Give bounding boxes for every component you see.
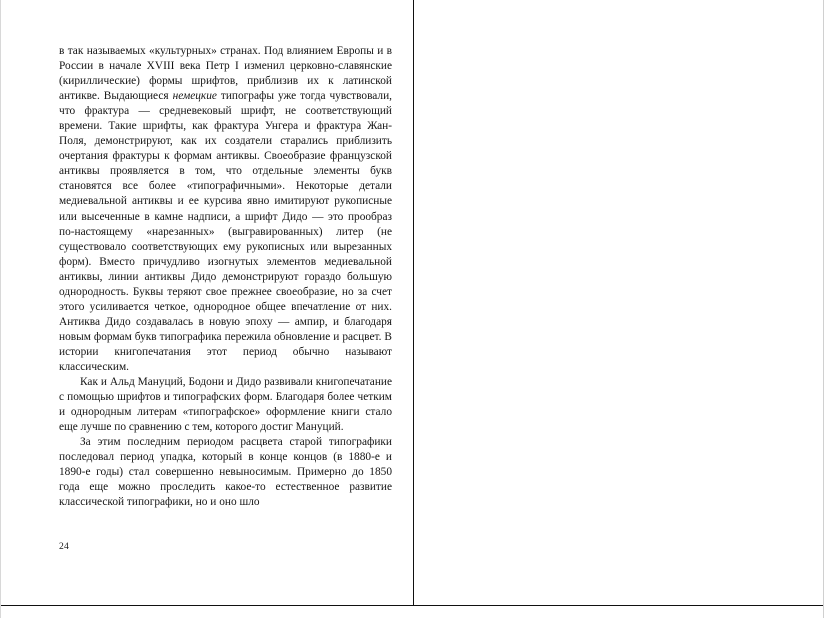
paragraph-left-1-emphasis: немецкие bbox=[172, 90, 217, 103]
folio-left: 24 bbox=[59, 541, 69, 552]
left-page-body-text bbox=[59, 44, 392, 510]
paragraph-left-1 bbox=[59, 44, 392, 375]
page-right bbox=[414, 0, 824, 605]
page-bottom-rule bbox=[1, 605, 823, 606]
page-left bbox=[2, 0, 413, 605]
paragraph-left-2: Как и Альд Мануций, Бодони и Дидо развивали книгопечатание с помощью шрифтов и типографских форм. Благодаря более четким и однородным литерам «типографское» оформление книги стало еще лучше по сравнению с тем, которого достиг Мануций. bbox=[59, 376, 392, 434]
paragraph-left-1-part-a: в так называемых «культурных» странах. Под влиянием Европы и в России в начале XVIII века Петр I изменил церковно-славянские (кириллические) формы шрифтов, приблизив их к латинской антикве. Выдающиеся bbox=[59, 45, 392, 103]
paragraph-left-3: За этим последним периодом расцвета старой типографики последовал период упадка, который в конце концов (в 1880-е и 1890-е годы) стал совершенно невыносимым. Примерно до 1850 года еще можно проследить какое-то естественное развитие классической типографики, но и оно шло bbox=[59, 436, 392, 509]
paragraph-left-1-part-b: типографы уже тогда чувствовали, что фрактура — средневековый шрифт, не соответствующий времени. Такие шрифты, как фрактура Унгера и фрактура Жан-Поля, демонстрируют, как их создатели старались приблизить очертания фрактуры к формам антиквы. Своеобразие французской антиквы проявляется в том, что отдельные элементы букв становятся все более «типографичными». Некоторые детали медиевальной антиквы и ее курсива явно имитируют рукописные или высеченные в камне надписи, а шрифт Дидо — это прообраз по-настоящему «нарезанных» (выгравированных) литер (не существовало соответствующих ему рукописных или вырезанных форм). Вместо причудливо изогнутых элементов медиевальной антиквы, линии антиквы Дидо демонстрируют гораздо большую однородность. Буквы теряют свое прежнее своеобразие, но за счет этого усиливается четкое, однородное общее впечатление от них. Антиква Дидо создавалась в новую эпоху — ампир, и благодаря новым формам букв типографика пережила обновление и расцвет. В истории книгопечатания этот период обычно называют классическим. bbox=[59, 90, 392, 373]
